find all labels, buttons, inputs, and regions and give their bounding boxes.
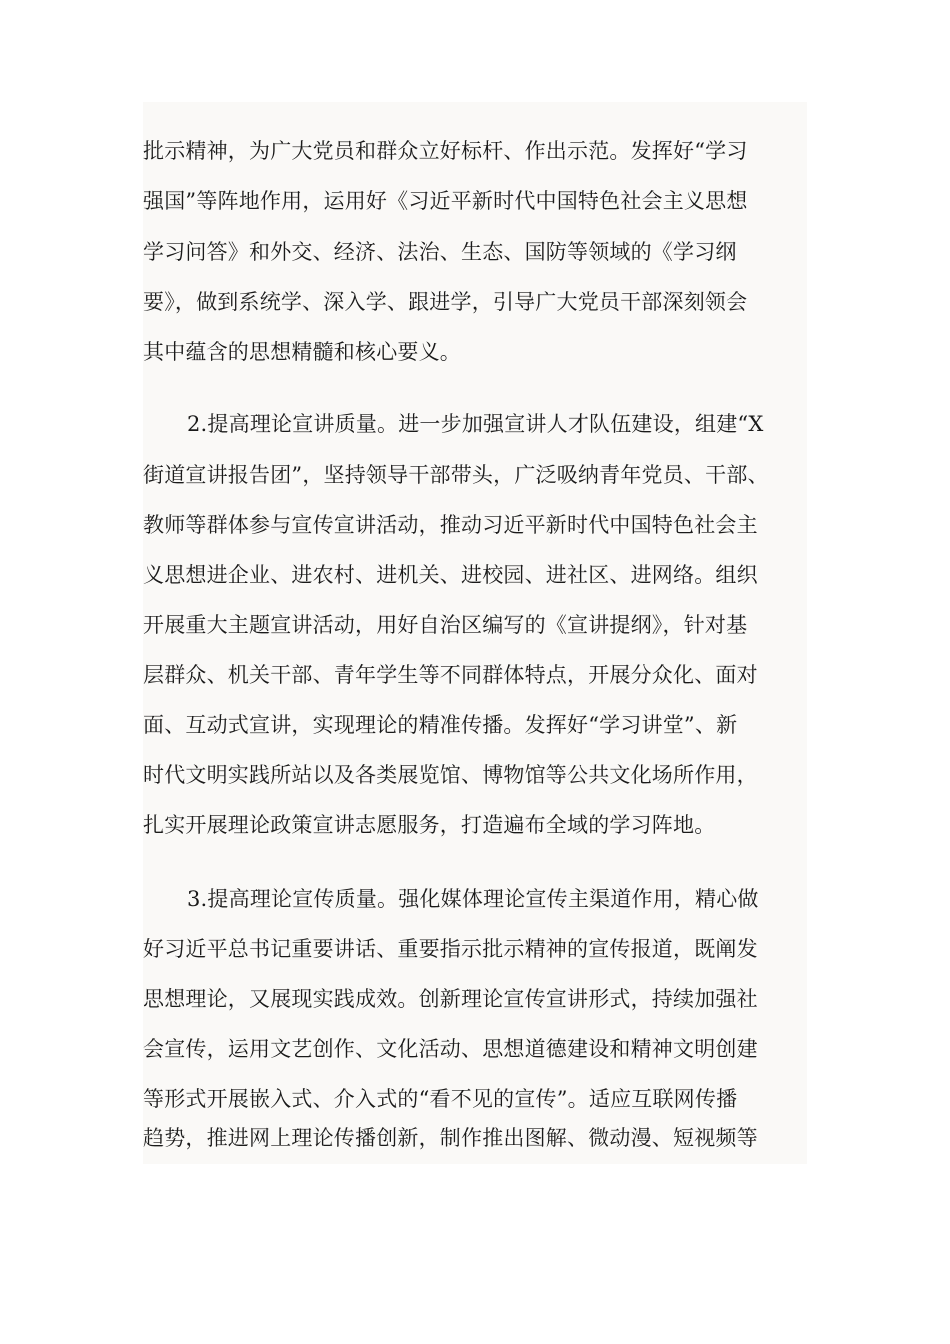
paragraph-2-line-2: 街道宣讲报告团”，坚持领导干部带头，广泛吸纳青年党员、干部、 <box>143 463 769 487</box>
paragraph-2-line-3: 教师等群体参与宣传宣讲活动，推动习近平新时代中国特色社会主 <box>143 513 758 537</box>
document-body <box>143 102 807 1164</box>
paragraph-1-line-1: 批示精神，为广大党员和群众立好标杆、作出示范。发挥好“学习 <box>143 139 748 163</box>
paragraph-2-line-4: 义思想进企业、进农村、进机关、进校园、进社区、进网络。组织 <box>143 563 758 587</box>
paragraph-3-line-2: 好习近平总书记重要讲话、重要指示批示精神的宣传报道，既阐发 <box>143 937 758 961</box>
paragraph-1-line-4: 要》，做到系统学、深入学、跟进学，引导广大党员干部深刻领会 <box>143 290 748 314</box>
paragraph-3-line-4: 会宣传，运用文艺创作、文化活动、思想道德建设和精神文明创建 <box>143 1037 758 1061</box>
paragraph-1-line-5: 其中蕴含的思想精髓和核心要义。 <box>143 340 461 364</box>
paragraph-2-line-1: 2.提高理论宣讲质量。进一步加强宣讲人才队伍建设，组建“X <box>187 412 764 436</box>
paragraph-2-line-5: 开展重大主题宣讲活动，用好自治区编写的《宣讲提纲》，针对基 <box>143 613 748 637</box>
paragraph-2-line-9: 扎实开展理论政策宣讲志愿服务，打造遍布全域的学习阵地。 <box>143 813 716 837</box>
paragraph-3-line-1: 3.提高理论宣传质量。强化媒体理论宣传主渠道作用，精心做 <box>187 887 759 911</box>
paragraph-2-line-6: 层群众、机关干部、青年学生等不同群体特点，开展分众化、面对 <box>143 663 758 687</box>
paragraph-2-line-7: 面、互动式宣讲，实现理论的精准传播。发挥好“学习讲堂”、新 <box>143 713 738 737</box>
paragraph-3-line-6: 趋势，推进网上理论传播创新，制作推出图解、微动漫、短视频等 <box>143 1126 758 1150</box>
paragraph-1-line-2: 强国”等阵地作用，运用好《习近平新时代中国特色社会主义思想 <box>143 189 748 213</box>
paragraph-1-line-3: 学习问答》和外交、经济、法治、生态、国防等领域的《学习纲 <box>143 240 737 264</box>
paragraph-2-line-8: 时代文明实践所站以及各类展览馆、博物馆等公共文化场所作用， <box>143 763 758 787</box>
paragraph-3-line-5: 等形式开展嵌入式、介入式的“看不见的宣传”。适应互联网传播 <box>143 1087 738 1111</box>
paragraph-3-line-3: 思想理论，又展现实践成效。创新理论宣传宣讲形式，持续加强社 <box>143 987 758 1011</box>
